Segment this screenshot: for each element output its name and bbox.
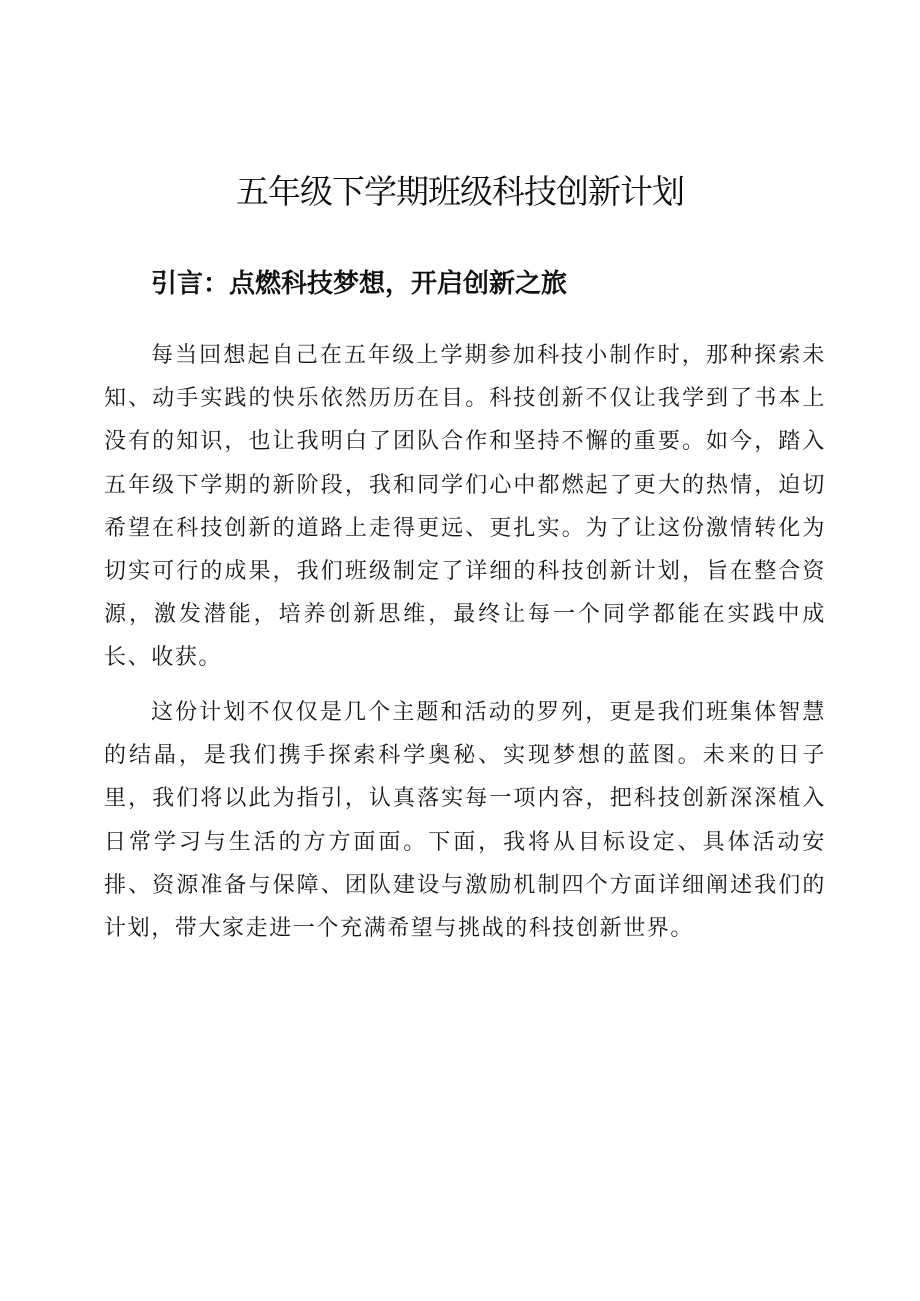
body-paragraph: 这份计划不仅仅是几个主题和活动的罗列，更是我们班集体智慧的结晶，是我们携手探索科学奥秘、实现梦想的蓝图。未来的日子里，我们将以此为指引，认真落实每一项内容，把科技创新深深植入日常学习与生活的方方面面。下面，我将从目标设定、具体活动安排、资源准备与保障、团队建设与激励机制四个方面详细阐述我们的计划，带大家走进一个充满希望与挑战的科技创新世界。 [104, 700, 826, 942]
section-heading-introduction: 引言：点燃科技梦想，开启创新之旅 [151, 269, 568, 299]
body-paragraph: 每当回想起自己在五年级上学期参加科技小制作时，那种探索未知、动手实践的快乐依然历历在目。科技创新不仅让我学到了书本上没有的知识，也让我明白了团队合作和坚持不懈的重要。如今，踏入五年级下学期的新阶段，我和同学们心中都燃起了更大的热情，迫切希望在科技创新的道路上走得更远、更扎实。为了让这份激情转化为切实可行的成果，我们班级制定了详细的科技创新计划，旨在整合资源，激发潜能，培养创新思维，最终让每一个同学都能在实践中成长、收获。 [104, 343, 826, 671]
document-title: 五年级下学期班级科技创新计划 [236, 172, 684, 211]
